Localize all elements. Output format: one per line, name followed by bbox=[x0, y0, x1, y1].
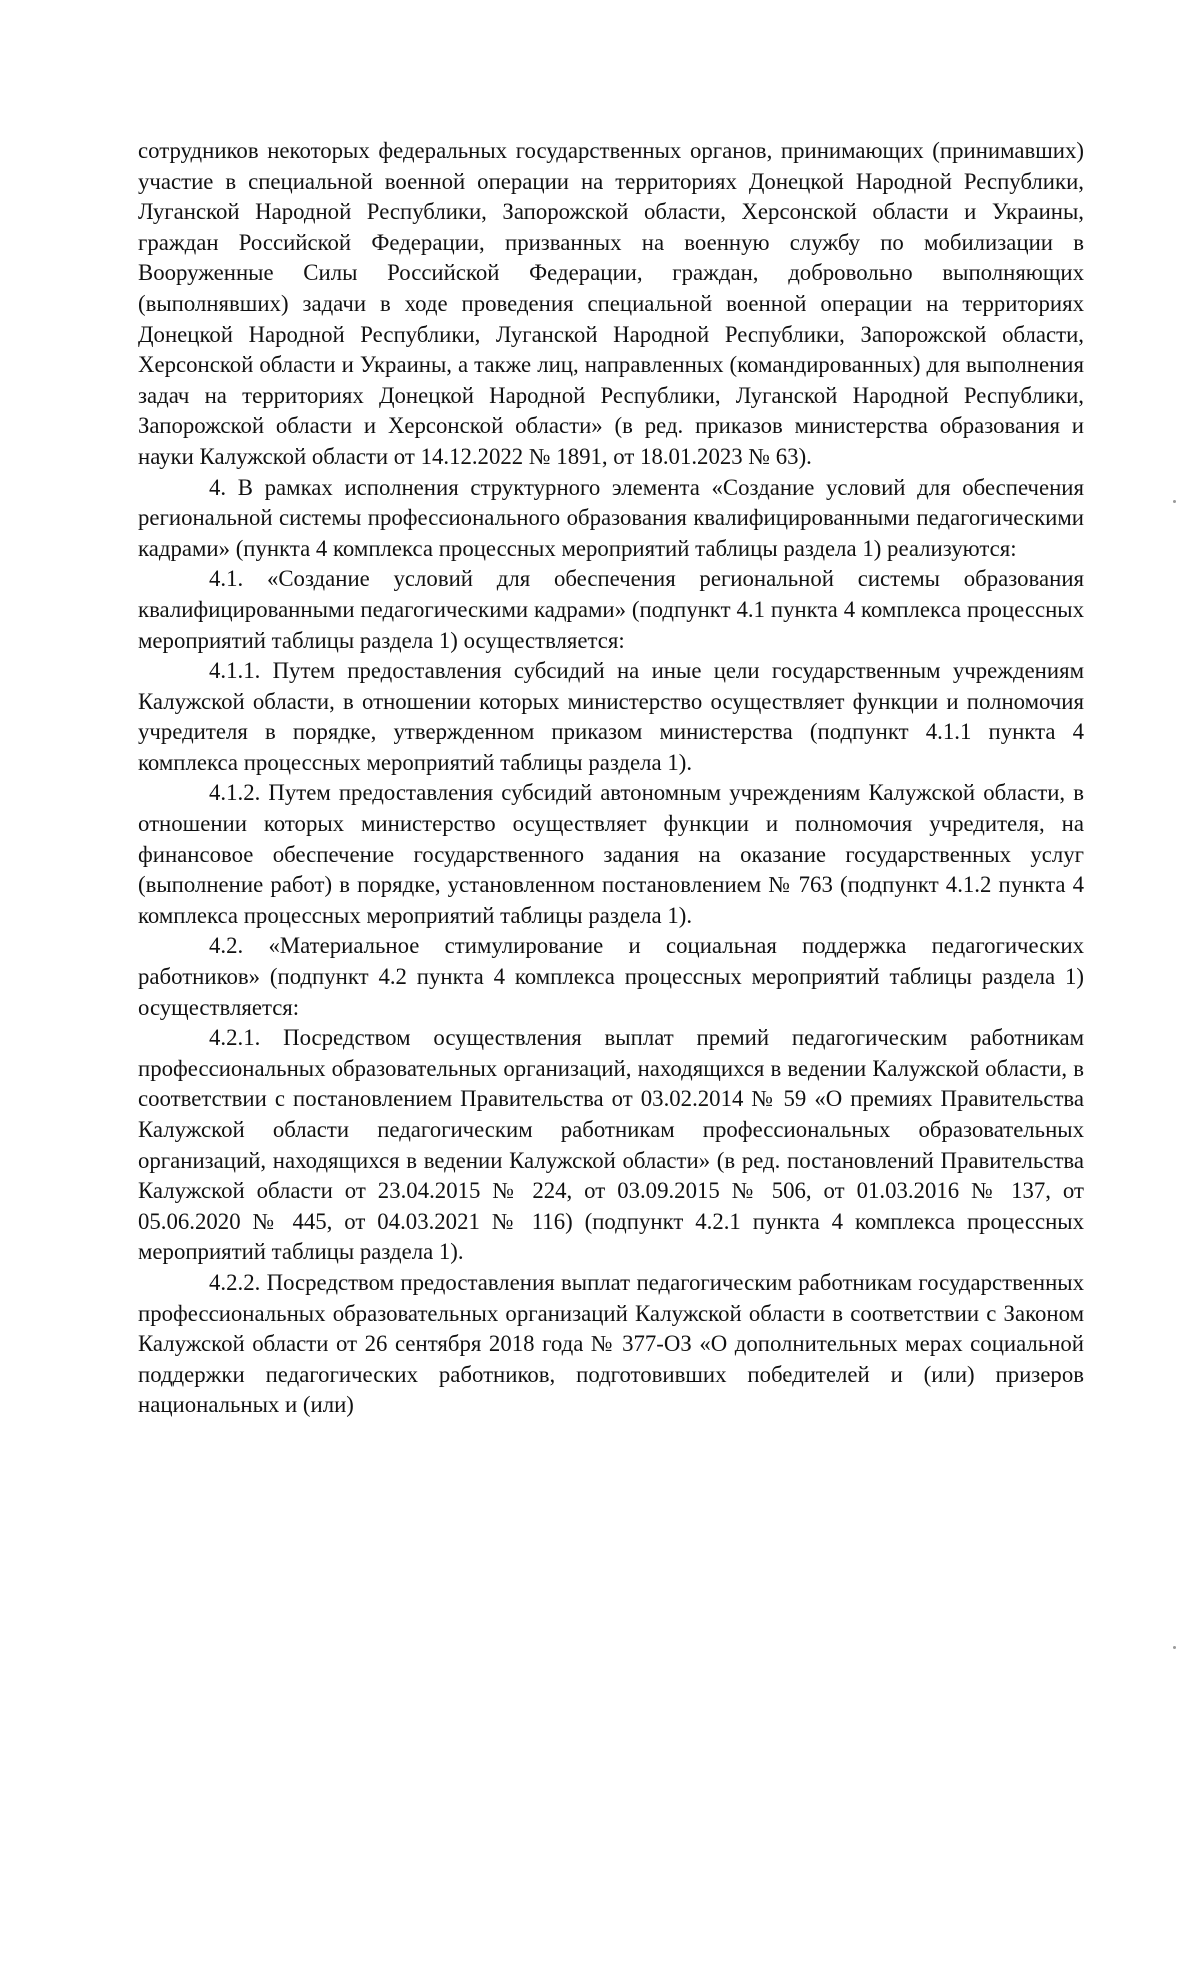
scan-speck bbox=[1173, 1646, 1176, 1649]
paragraph-item-4-1-2: 4.1.2. Путем предоставления субсидий автономным учреждениям Калужской области, в отношении которых министерство осуществляет функции и полномочия учредителя, на финансовое обеспечение государственного задания на оказание государственных услуг (выполнение работ) в порядке, установленном постановлением № 763 (подпункт 4.1.2 пункта 4 комплекса процессных мероприятий таблицы раздела 1). bbox=[138, 780, 1084, 928]
paragraph-item-4-2: 4.2. «Материальное стимулирование и социальная поддержка педагогических работников» (подпункт 4.2 пункта 4 комплекса процессных мероприятий таблицы раздела 1) осуществляется: bbox=[138, 933, 1084, 1020]
paragraph-item-4: 4. В рамках исполнения структурного элемента «Создание условий для обеспечения региональной системы профессионального образования квалифицированными педагогическими кадрами» (пункта 4 комплекса процессных мероприятий таблицы раздела 1) реализуются: bbox=[138, 474, 1084, 561]
paragraph-item-4-1-1: 4.1.1. Путем предоставления субсидий на иные цели государственным учреждениям Калужской области, в отношении которых министерство осуществляет функции и полномочия учредителя в порядке, утвержденном приказом министерства (подпункт 4.1.1 пункта 4 комплекса процессных мероприятий таблицы раздела 1). bbox=[138, 658, 1084, 775]
document-body bbox=[138, 136, 1084, 1421]
scan-speck bbox=[1173, 500, 1176, 503]
paragraph-item-4-1: 4.1. «Создание условий для обеспечения региональной системы образования квалифицированными педагогическими кадрами» (подпункт 4.1 пункта 4 комплекса процессных мероприятий таблицы раздела 1) осуществляется: bbox=[138, 566, 1084, 653]
paragraph-1-continuation: сотрудников некоторых федеральных государственных органов, принимающих (принимавших) участие в специальной военной операции на территориях Донецкой Народной Республики, Луганской Народной Республики, Запорожской области, Херсонской области и Украины, граждан Российской Федерации, призванных на военную службу по мобилизации в Вооруженные Силы Российской Федерации, граждан, добровольно выполняющих (выполнявших) задачи в ходе проведения специальной военной операции на территориях Донецкой Народной Республики, Луганской Народной Республики, Запорожской области, Херсонской области и Украины, а также лиц, направленных (командированных) для выполнения задач на территориях Донецкой Народной Республики, Луганской Народной Республики, Запорожской области и Херсонской области» (в ред. приказов министерства образования и науки Калужской области от 14.12.2022 № 1891, от 18.01.2023 № 63). bbox=[138, 138, 1084, 469]
paragraph-item-4-2-1: 4.2.1. Посредством осуществления выплат премий педагогическим работникам профессиональных образовательных организаций, находящихся в ведении Калужской области, в соответствии с постановлением Правительства от 03.02.2014 № 59 «О премиях Правительства Калужской области педагогическим работникам профессиональных образовательных организаций, находящихся в ведении Калужской области» (в ред. постановлений Правительства Калужской области от 23.04.2015 № 224, от 03.09.2015 № 506, от 01.03.2016 № 137, от 05.06.2020 № 445, от 04.03.2021 № 116) (подпункт 4.2.1 пункта 4 комплекса процессных мероприятий таблицы раздела 1). bbox=[138, 1025, 1084, 1265]
paragraph-item-4-2-2: 4.2.2. Посредством предоставления выплат педагогическим работникам государственных профессиональных образовательных организаций Калужской области в соответствии с Законом Калужской области от 26 сентября 2018 года № 377-ОЗ «О дополнительных мерах социальной поддержки педагогических работников, подготовивших победителей и (или) призеров национальных и (или) bbox=[138, 1269, 1084, 1418]
